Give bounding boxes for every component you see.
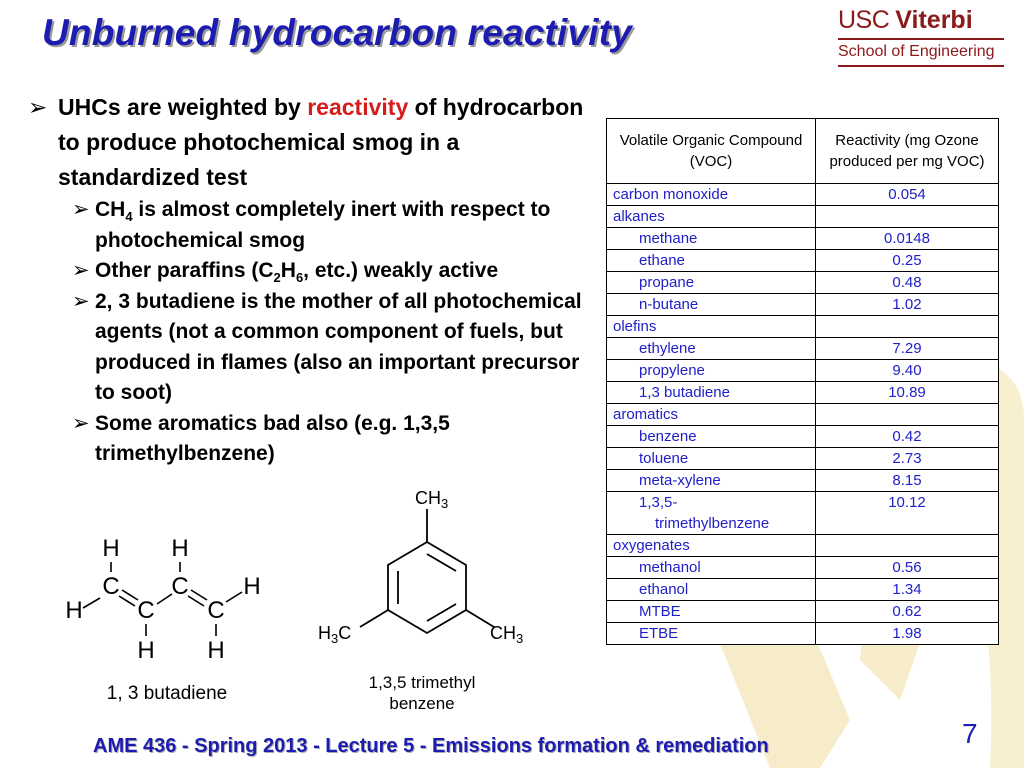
table-row: ethylene 7.29 [607, 338, 999, 360]
tmb-name-line2: trimethylbenzene [655, 515, 770, 532]
bullet-arrow-icon: ➢ [28, 94, 48, 120]
slide-title: Unburned hydrocarbon reactivity [42, 12, 633, 53]
atom-h: H [171, 535, 189, 562]
table-row: ETBE 1.98 [607, 623, 999, 645]
table-row: ethane 0.25 [607, 250, 999, 272]
logo-viterbi-text: Viterbi [895, 6, 973, 34]
header-voc: Volatile Organic Compound (VOC) [607, 119, 816, 184]
main-bullet [28, 90, 603, 195]
logo-school-text: School of Engineering [838, 38, 1004, 61]
usc-viterbi-logo [838, 6, 1004, 67]
logo-underline [838, 65, 1004, 67]
bullet-arrow-icon: ➢ [72, 411, 90, 435]
table-header-row [607, 119, 999, 184]
bullet-arrow-icon: ➢ [72, 259, 90, 282]
ch3-right-label: $CH_3$ [490, 623, 524, 646]
table-row: aromatics [607, 404, 999, 426]
atom-h: H [65, 597, 83, 624]
logo-usc-text: USC [838, 6, 890, 34]
atom-c: C [137, 597, 155, 624]
butadiene-caption: 1, 3 butadiene [106, 683, 228, 704]
table-row: meta-xylene 8.15 [607, 470, 999, 492]
h3c-left-label: $H_3C$ [318, 623, 352, 646]
ch3-top-label: $CH_3$ [415, 488, 449, 511]
bullet-list [28, 90, 603, 470]
table-row: propane 0.48 [607, 272, 999, 294]
table-row: methanol 0.56 [607, 557, 999, 579]
tmb-name-line1: 1,3,5- [639, 494, 678, 511]
atom-h: H [243, 573, 261, 600]
table-row: ethanol 1.34 [607, 579, 999, 601]
sub-bullet-butadiene: ➢ 2, 3 butadiene is the mother of all photochemical agents (not a common component of fuels, but produced in flames (also an important precursor to soot) [28, 287, 603, 409]
bullet-arrow-icon: ➢ [72, 289, 90, 313]
table-row: methane 0.0148 [607, 228, 999, 250]
table-row: n-butane 1.02 [607, 294, 999, 316]
atom-c: C [171, 573, 189, 600]
atom-h: H [137, 637, 155, 664]
sub-bullet-aromatics: ➢ Some aromatics bad also (e.g. 1,3,5 trimethylbenzene) [28, 409, 603, 470]
tmb-caption: 1,3,5 trimethyl benzene [368, 673, 476, 713]
atom-h: H [207, 637, 225, 664]
atom-c: C [102, 573, 120, 600]
butadiene-structure [56, 528, 276, 668]
atom-c: C [207, 597, 225, 624]
trimethylbenzene-structure [310, 484, 540, 664]
table-row: 1,3,5- trimethylbenzene 10.12 [607, 492, 999, 535]
table-row: benzene 0.42 [607, 426, 999, 448]
bullet-arrow-icon: ➢ [72, 198, 90, 221]
reactivity-highlight: reactivity [307, 94, 409, 120]
atom-h: H [102, 535, 120, 562]
tmb-bonds [360, 509, 494, 633]
table-row: oxygenates [607, 535, 999, 557]
table-row: toluene 2.73 [607, 448, 999, 470]
sub-bullet-paraffins: ➢ Other paraffins ($C_2H_6$, etc.) weakly active [28, 256, 603, 287]
sub-bullet-ch4: ➢ $CH_4$ is almost completely inert with respect to photochemical smog [28, 195, 603, 256]
table-row: MTBE 0.62 [607, 601, 999, 623]
main-bullet-text-1: UHCs are weighted by [58, 94, 308, 120]
table-row: 1,3 butadiene 10.89 [607, 382, 999, 404]
main-bullet-text-2: of hydrocarbon to produce photochemical smog in a standardized test [58, 94, 584, 190]
reactivity-table [606, 118, 999, 645]
table-row: olefins [607, 316, 999, 338]
header-reactivity: Reactivity (mg Ozone produced per mg VOC) [816, 119, 999, 184]
table-row: alkanes [607, 206, 999, 228]
table-row: propylene 9.40 [607, 360, 999, 382]
table-row: carbon monoxide 0.054 [607, 184, 999, 206]
page-number: 7 [962, 718, 978, 749]
slide-footer: AME 436 - Spring 2013 - Lecture 5 - Emissions formation & remediation [93, 735, 769, 757]
